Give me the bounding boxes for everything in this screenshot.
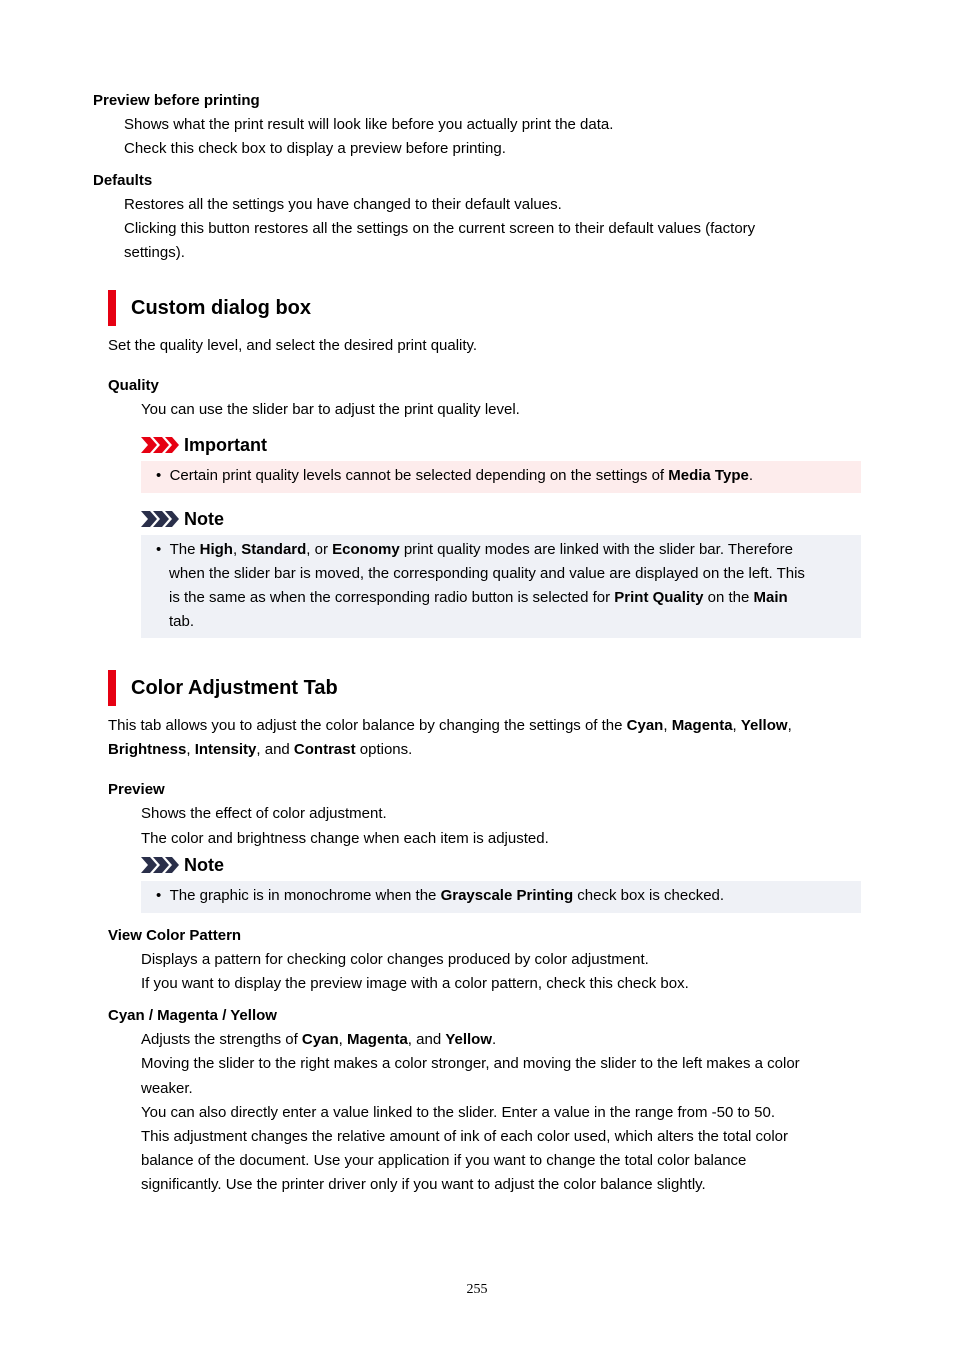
heading-text: Color Adjustment Tab [131, 677, 338, 699]
term-view-color-pattern: View Color Pattern [108, 927, 242, 944]
section-heading-custom-dialog [108, 290, 868, 326]
important-box [141, 461, 861, 493]
note-box [141, 535, 861, 638]
description-line: significantly. Use the printer driver only if you want to adjust the color balance slightly. [141, 1176, 706, 1193]
description-line: weaker. [141, 1080, 193, 1097]
description-line: Adjusts the strengths of Cyan, Magenta, and Yellow. [141, 1031, 497, 1048]
list-item: • The High, Standard, or Economy print quality modes are linked with the slider bar. Therefore [156, 541, 793, 558]
intro-text: This tab allows you to adjust the color balance by changing the settings of the Cyan, Magenta, Yellow, [108, 717, 792, 734]
triple-chevron-icon [141, 510, 181, 528]
term-defaults: Defaults [93, 172, 153, 189]
description-line: Shows what the print result will look like before you actually print the data. [124, 116, 614, 133]
triple-chevron-icon [141, 436, 181, 454]
important-title: Important [184, 435, 267, 455]
description-line: Check this check box to display a preview before printing. [124, 140, 506, 157]
term-preview-before-printing: Preview before printing [93, 92, 260, 109]
description-line: settings). [124, 244, 185, 261]
note-box [141, 881, 861, 913]
intro-text: Brightness, Intensity, and Contrast options. [108, 741, 413, 758]
intro-text: Set the quality level, and select the desired print quality. [108, 337, 478, 354]
description-line: You can use the slider bar to adjust the print quality level. [141, 401, 520, 418]
heading-bar [108, 290, 116, 326]
list-item-continuation: tab. [169, 613, 195, 630]
description-line: If you want to display the preview image with a color pattern, check this check box. [141, 975, 689, 992]
heading-bar [108, 670, 116, 706]
description-line: You can also directly enter a value linked to the slider. Enter a value in the range from -50 to 50. [141, 1104, 775, 1121]
list-item: • The graphic is in monochrome when the Grayscale Printing check box is checked. [156, 887, 725, 904]
term-quality: Quality [108, 377, 159, 394]
description-line: The color and brightness change when each item is adjusted. [141, 830, 549, 847]
list-item: • Certain print quality levels cannot be selected depending on the settings of Media Type. [156, 467, 753, 484]
section-heading-color-adjustment [108, 670, 868, 706]
heading-text: Custom dialog box [131, 297, 311, 319]
page-number: 255 [466, 1282, 488, 1297]
list-item-continuation: is the same as when the corresponding radio button is selected for Print Quality on the Main [169, 589, 788, 606]
term-preview: Preview [108, 781, 165, 798]
description-line: Moving the slider to the right makes a color stronger, and moving the slider to the left makes a color [141, 1055, 800, 1072]
description-line: Clicking this button restores all the settings on the current screen to their default values (factory [124, 220, 756, 237]
term-cyan-magenta-yellow: Cyan / Magenta / Yellow [108, 1007, 277, 1024]
list-item-continuation: when the slider bar is moved, the corresponding quality and value are displayed on the left. This [169, 565, 805, 582]
description-line: balance of the document. Use your application if you want to change the total color balance [141, 1152, 747, 1169]
description-line: Shows the effect of color adjustment. [141, 805, 387, 822]
triple-chevron-icon [141, 856, 181, 874]
description-line: This adjustment changes the relative amount of ink of each color used, which alters the total color [141, 1128, 789, 1145]
note-title: Note [184, 509, 224, 529]
note-title: Note [184, 855, 224, 875]
description-line: Displays a pattern for checking color changes produced by color adjustment. [141, 951, 649, 968]
description-line: Restores all the settings you have changed to their default values. [124, 196, 562, 213]
